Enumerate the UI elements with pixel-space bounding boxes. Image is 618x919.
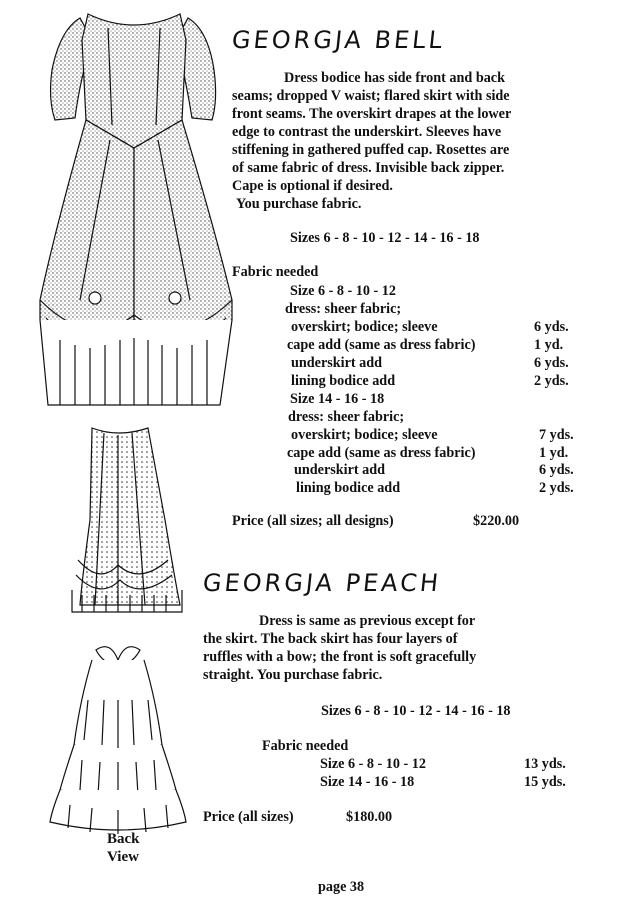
desc-line: Dress bodice has side front and back [284,70,505,86]
fabric-row-label: Size 6 - 8 - 10 - 12 [320,756,426,772]
fabric-row-amount: 2 yds. [534,373,569,389]
fabric-row-label: underskirt add [291,355,383,371]
back-view-caption-line1: Back [107,831,140,847]
georgia-bell-sizes: Sizes 6 - 8 - 10 - 12 - 14 - 16 - 18 [290,230,480,246]
georgia-bell-price-value: $220.00 [473,513,520,529]
group2-size: Size 14 - 16 - 18 [290,391,385,407]
group2-dress: dress: sheer fabric; [288,409,405,425]
back-view-caption-line2: View [107,849,139,865]
desc-line: Cape is optional if desired. [232,178,393,194]
group1-size: Size 6 - 8 - 10 - 12 [290,283,396,299]
georgia-peach-price-value: $180.00 [346,809,393,825]
georgia-peach-title: GEORGJA PEACH [201,569,443,597]
fabric-row-label: lining bodice add [296,480,401,496]
georgia-bell-fabric-heading: Fabric needed [232,264,319,280]
fabric-row-amount: 1 yd. [534,337,564,353]
fabric-row-amount: 6 yds. [534,319,569,335]
georgia-peach-description [203,612,583,684]
fabric-row-label: overskirt; bodice; sleeve [291,319,438,335]
fabric-row-amount: 13 yds. [524,756,566,772]
georgia-peach-price-label: Price (all sizes) [203,809,294,825]
fabric-row-label: lining bodice add [291,373,396,389]
desc-line: ruffles with a bow; the front is soft gracefully [203,649,477,665]
desc-line: the skirt. The back skirt has four layers of [203,631,458,647]
georgia-peach-fabric-heading: Fabric needed [262,738,349,754]
desc-line: You purchase fabric. [236,196,362,212]
desc-line: stiffening in gathered puffed cap. Rosettes are [232,142,510,158]
georgia-bell-dress-drawing [40,14,232,405]
desc-line: Dress is same as previous except for [259,613,476,629]
desc-line: edge to contrast the underskirt. Sleeves have [232,124,502,140]
georgia-peach-sizes: Sizes 6 - 8 - 10 - 12 - 14 - 16 - 18 [321,703,511,719]
page-number: page 38 [318,879,365,895]
desc-line: of same fabric of dress. Invisible back zipper. [232,160,505,176]
desc-line: straight. You purchase fabric. [203,667,383,683]
georgia-bell-price-label: Price (all sizes; all designs) [232,513,394,529]
georgia-bell-title: GEORGJA BELL [230,26,447,54]
fabric-row-label: cape add (same as dress fabric) [287,445,476,461]
georgia-bell-back-skirt-drawing [72,428,182,612]
fabric-row-amount: 15 yds. [524,774,566,790]
desc-line: seams; dropped V waist; flared skirt with side [232,88,510,104]
fabric-row-amount: 7 yds. [539,427,574,443]
group1-dress: dress: sheer fabric; [285,301,402,317]
fabric-row-label: underskirt add [294,462,386,478]
desc-line: front seams. The overskirt drapes at the lower [232,106,512,122]
fabric-row-label: Size 14 - 16 - 18 [320,774,415,790]
fabric-row-amount: 6 yds. [539,462,574,478]
fabric-row-amount: 2 yds. [539,480,574,496]
georgia-peach-back-view-drawing [50,647,186,834]
fabric-row-label: cape add (same as dress fabric) [287,337,476,353]
fabric-row-amount: 1 yd. [539,445,569,461]
fabric-row-amount: 6 yds. [534,355,569,371]
georgia-bell-description [232,69,592,213]
fabric-row-label: overskirt; bodice; sleeve [291,427,438,443]
